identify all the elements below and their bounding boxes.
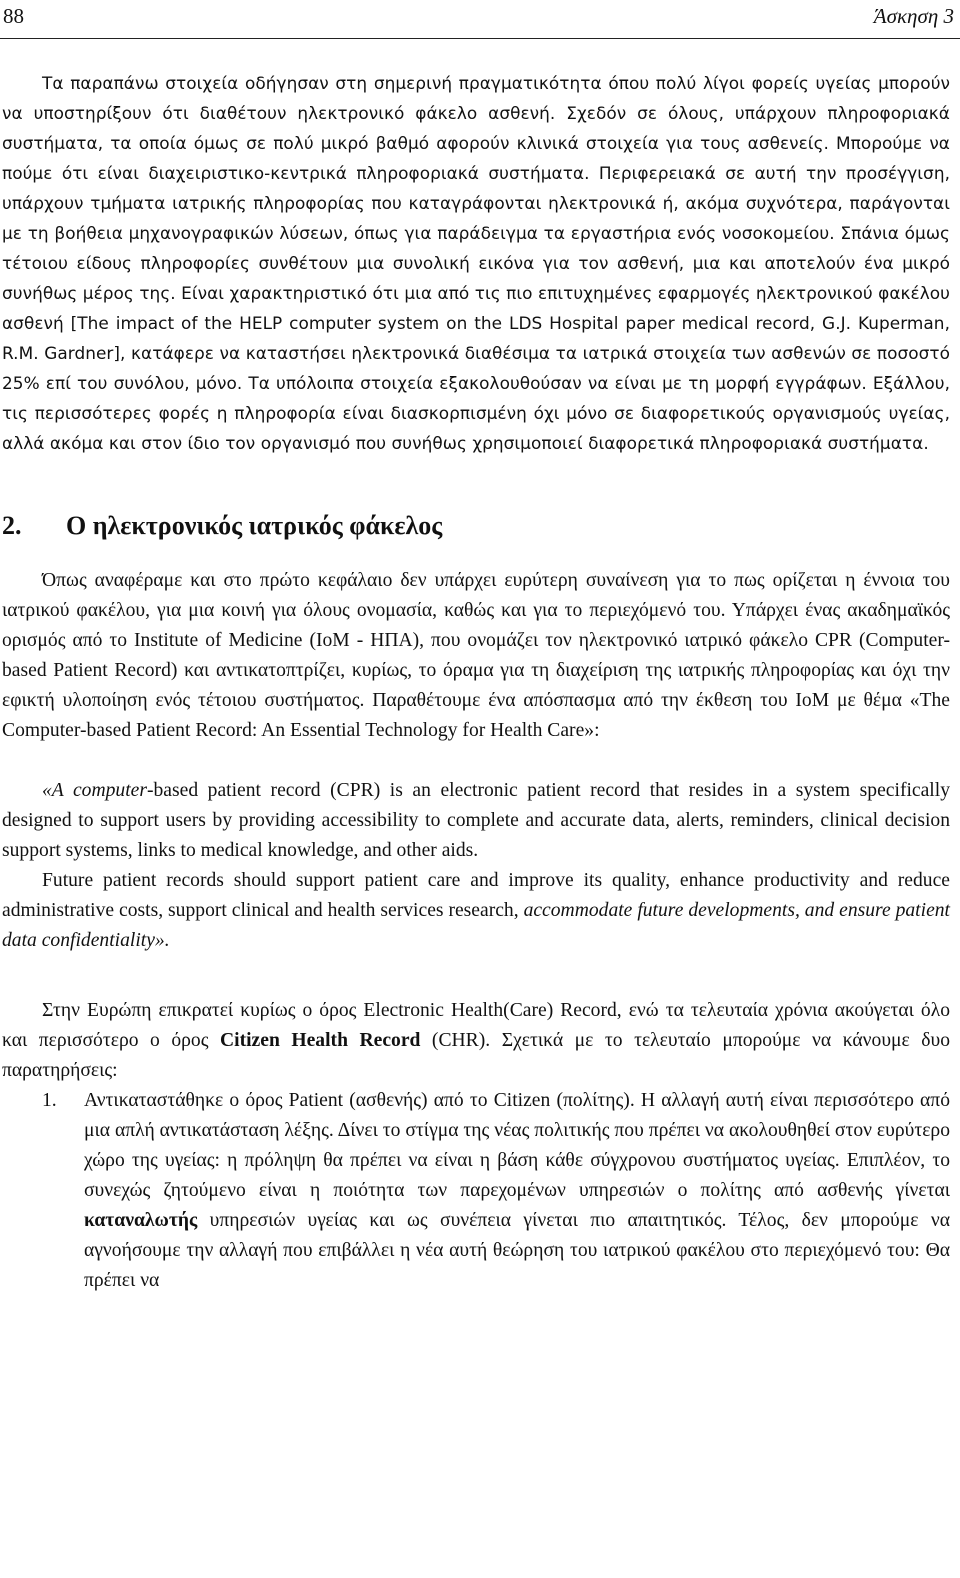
paragraph-intro: Τα παραπάνω στοιχεία οδήγησαν στη σημερινή πραγματικότητα όπου πολύ λίγοι φορείς υγείας μπορούν να υποστηρίξουν ότι διαθέτουν ηλεκτρονικό φάκελο ασθενή. Σχεδόν σε όλους, υπάρχουν πληροφοριακά συστήματα, τα οποία όμως σε πολύ μικρό βαθμό αφορούν κλινικά στοιχεία για τους ασθενείς. Μπορούμε να πούμε ότι είναι διαχειριστικο-κεντρικά πληροφοριακά συστήματα. Περιφερειακά σε αυτή την προσέγγιση, υπάρχουν τμήματα ιατρικής πληροφορίας που καταγράφονται ηλεκτρονικά ή, ακόμα συχνότερα, παράγονται με τη βοήθεια μηχανογραφικών λύσεων, όπως για παράδειγμα τα εργαστήρια ενός νοσοκομείου. Σπάνια όμως τέτοιου είδους πληροφορίες συνθέτουν μια συνολική εικόνα για τον ασθενή, μια και αποτελούν ένα μικρό συνήθως μέρος της. Είναι χαρακτηριστικό ότι μια από τις πιο επιτυχημένες εφαρμογές ηλεκτρονικού φακέλου ασθενή [The impact of the HELP computer system on the LDS Hospital paper medical record, G.J. Kuperman, R.M. Gardner], κατάφερε να καταστήσει ηλεκτρονικά διαθέσιμα τα ιατρικά στοιχεία των ασθενών σε ποσοστό 25% επί του συνόλου, μόνο. Τα υπόλοιπα στοιχεία εξακολουθούσαν να είναι με τη μορφή εγγράφων. Εξάλλου, τις περισσότερες φορές η πληροφορία είναι διασκορπισμένη όχι μόνο σε διαφορετικούς οργανισμούς υγείας, αλλά ακόμα και στον ίδιο τον οργανισμό που συνήθως χρησιμοποιεί διαφορετικά πληροφοριακά συστήματα. [2,73,950,453]
paragraph-europe [2,996,950,1086]
paragraph-europe-text-1: Στην Ευρώπη επικρατεί κυρίως ο όρος Electronic Health(Care) Record, ενώ τα τελευταία χρόνια ακούγεται όλο και περισσότερο ο όρος [2,1000,950,1051]
paragraph-definition: Όπως αναφέραμε και στο πρώτο κεφάλαιο δεν υπάρχει ευρύτερη συναίνεση για το πως ορίζεται η έννοια του ιατρικού φακέλου, για μια κοινή για όλους ονομασία, καθώς και για το περιεχόμενό του. Υπάρχει ένας ακαδημαϊκός ορισμός από το Institute of Medicine (IoM - ΗΠΑ), που ονομάζει τον ηλεκτρονικό ιατρικό φάκελο CPR (Computer-based Patient Record) και αντικατοπτρίζει, κυρίως, το όραμα για τη διαχείριση της ιατρικής πληροφορίας και όχι την εφικτή υλοποίηση ενός τέτοιου συστήματος. Παραθέτουμε ένα απόσπασμα από την έκθεση του IoM με θέμα «The Computer-based Patient Record: An Essential Technology for Health Care»: [2,570,950,741]
list-item-text-1: Αντικαταστάθηκε ο όρος Patient (ασθενής) από το Citizen (πολίτης). Η αλλαγή αυτή είναι περισσότερο από μια απλή αντικατάσταση λέξης. Δίνει το στίγμα της νέας πολιτικής που πρέπει να ακολουθηθεί στον ευρύτερο χώρο της υγείας: η πρόληψη θα πρέπει να είναι η βάση κάθε σύγχρονου συστήματος υγείας. Επιπλέον, το συνεχώς ζητούμενο είναι η ποιότητα των παρεχομένων υπηρεσιών ο πολίτης από ασθενής γίνεται [84,1090,950,1201]
list-item [2,1086,950,1296]
quote-italic-end: accommodate future developments, and ensure patient data confidentiality». [2,900,951,951]
quote-italic-start: «A computer [42,780,147,801]
paragraph-europe-text-2: (CHR). Σχετικά με το τελευταίο μπορούμε να κάνουμε δυο παρατηρήσεις: [2,1030,950,1081]
page-number: 88 [3,4,24,28]
section-number: 2. [2,511,22,540]
term-citizen-health-record: Citizen Health Record [220,1030,421,1051]
page-content [2,68,950,1296]
term-consumer: καταναλωτής [84,1210,198,1231]
quote-paragraph-2 [2,866,950,956]
section-heading [2,506,950,546]
running-title: Άσκηση 3 [873,4,954,28]
list-item-text-2: υπηρεσιών υγείας και ως συνέπεια γίνεται πιο απαιτητικός. Τέλος, δεν μπορούμε να αγνοήσουμε την αλλαγή που επιβάλλει η νέα αυτή θεώρηση του ιατρικού φακέλου στο περιεχόμενό του: Θα πρέπει να [84,1210,950,1291]
quote-text-1: -based patient record (CPR) is an electronic patient record that resides in a system specifically designed to support users by providing accessibility to complete and accurate data, alerts, reminders, clinical decision support systems, links to medical knowledge, and other aids. [2,780,950,861]
quote-paragraph-1 [2,776,950,866]
list-item-number: 1. [42,1090,57,1111]
remarks-list [2,1086,950,1296]
section-title: Ο ηλεκτρονικός ιατρικός φάκελος [66,511,443,540]
header-rule [0,38,960,39]
quote-text-2: Future patient records should support patient care and improve its quality, enhance productivity and reduce administrative costs, support clinical and health services research, [2,870,950,921]
page-header [0,0,960,40]
